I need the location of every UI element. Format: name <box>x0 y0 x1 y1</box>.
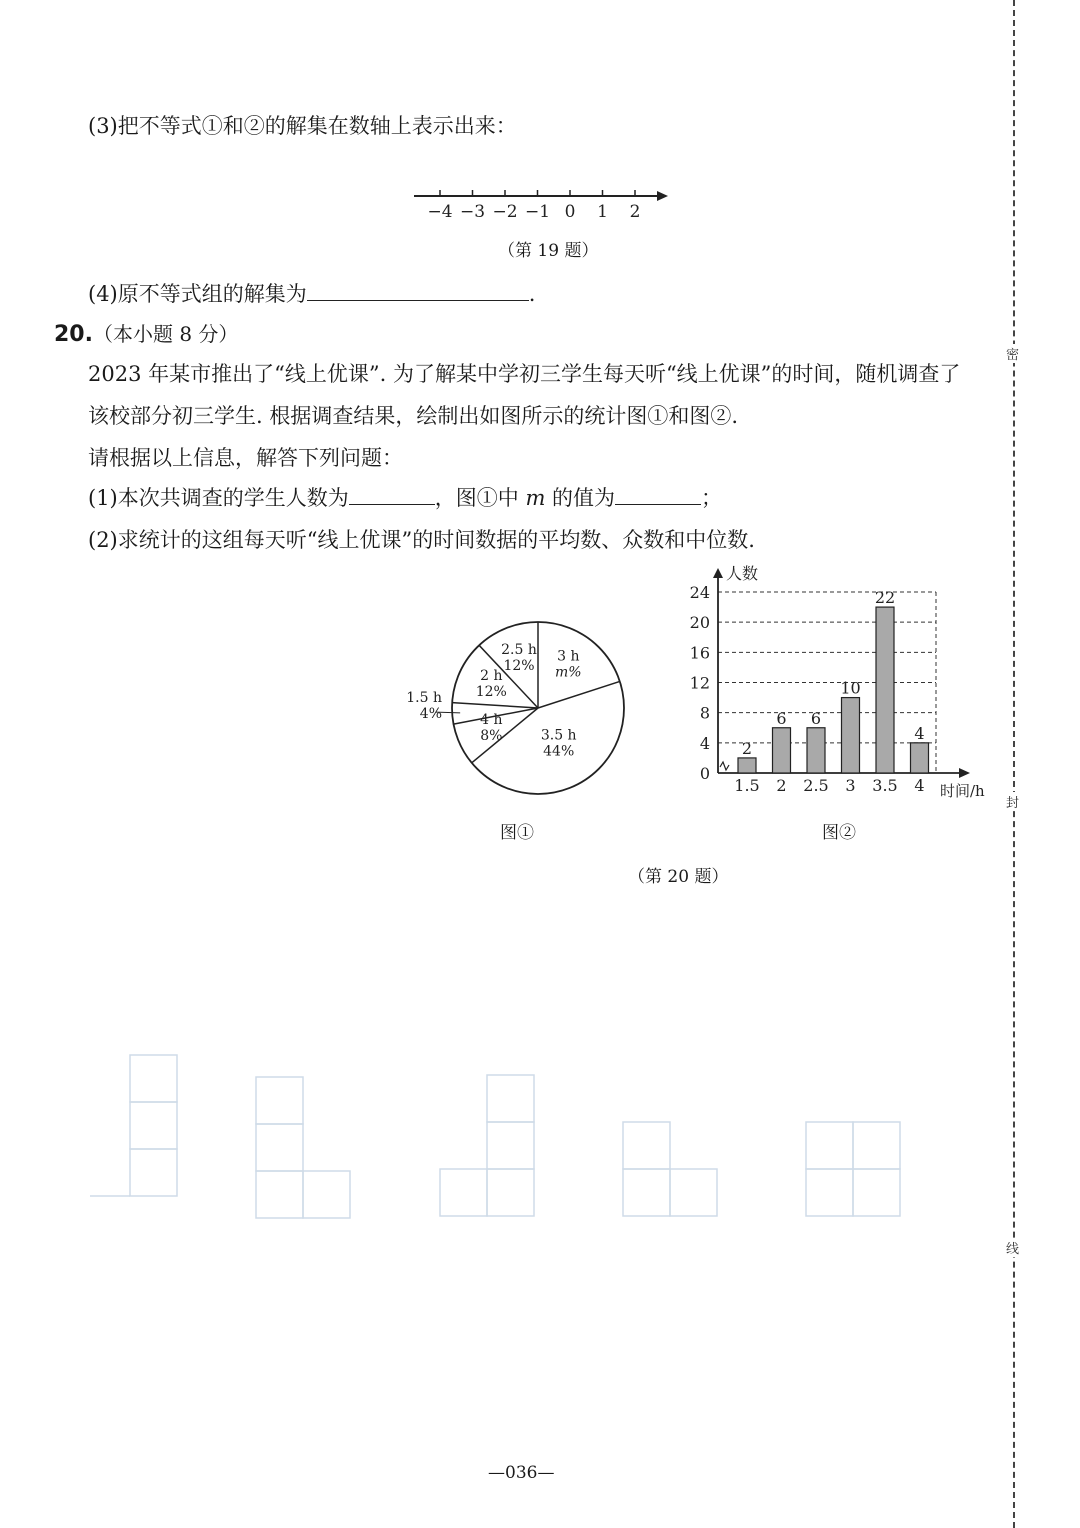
pie-slice-label: 3.5 h <box>540 727 577 744</box>
bar-value-label: 6 <box>776 708 787 728</box>
y-axis-arrow-icon <box>713 568 723 578</box>
q20-para3: 请根据以上信息，解答下列问题： <box>88 446 403 470</box>
q20-header <box>54 318 238 347</box>
number-line-tick-label: 1 <box>597 202 608 222</box>
bar-value-label: 22 <box>874 588 896 608</box>
x-axis-label: 时间/h <box>940 782 985 800</box>
bar <box>807 728 825 773</box>
bar <box>911 743 929 773</box>
bar <box>773 728 791 773</box>
answer-blank-count[interactable] <box>349 486 435 505</box>
q19-part3: (3)把不等式①和②的解集在数轴上表示出来： <box>88 114 517 138</box>
bar-value-label: 4 <box>914 723 925 743</box>
pie-slice-percent: m% <box>555 664 582 681</box>
number-line-arrow-icon <box>657 191 668 201</box>
y-tick-label: 12 <box>689 673 710 693</box>
bar-value-label: 6 <box>810 708 822 728</box>
number-line-tick-label: −1 <box>524 202 551 222</box>
answer-blank-solution-set[interactable] <box>307 282 529 301</box>
pie-slice-label: 3 h <box>557 648 580 665</box>
pie-slice-label: 4 h <box>480 711 503 728</box>
q20-part2: (2)求统计的这组每天听“线上优课”的时间数据的平均数、众数和中位数. <box>88 528 755 552</box>
q19-part4-text: (4)原不等式组的解集为 <box>88 282 307 306</box>
y-tick-label: 8 <box>699 703 710 723</box>
y-tick-label: 4 <box>699 733 710 753</box>
bar <box>876 607 894 773</box>
number-line-tick-label: −3 <box>459 202 486 222</box>
y-tick-label: 16 <box>689 643 710 663</box>
q19-part4 <box>88 278 535 308</box>
pie-slice-label: 2.5 h <box>501 642 537 659</box>
show-through-grid-figures <box>85 1050 915 1230</box>
q20-para2: 该校部分初三学生. 根据调查结果，绘制出如图所示的统计图①和图②. <box>88 404 739 428</box>
bar-value-label: 2 <box>741 738 753 758</box>
binding-dashed-line <box>1013 0 1015 1528</box>
number-line-tick-label: 0 <box>564 202 576 222</box>
variable-m: m <box>525 486 546 510</box>
y-tick-label: 24 <box>689 583 710 602</box>
x-tick-label: 2.5 <box>803 776 829 795</box>
answer-blank-m[interactable] <box>615 486 701 505</box>
pie-slice-percent: 44% <box>543 743 575 760</box>
page-number: —036— <box>488 1463 555 1483</box>
q19-part4-period: . <box>528 282 536 306</box>
binding-mark-xian: 线 <box>1006 1238 1019 1257</box>
bar-value-label: 10 <box>840 678 861 698</box>
fig2-caption: 图② <box>822 823 856 843</box>
x-tick-label: 3 <box>845 776 856 795</box>
q20-para1: 2023 年某市推出了“线上优课”. 为了解某中学初三学生每天听“线上优课”的时间，随机调查了 <box>88 362 961 386</box>
axis-break-icon <box>720 762 729 770</box>
pie-slice-label: 1.5 h <box>406 690 442 707</box>
question-number: 20. <box>54 322 93 347</box>
x-tick-label: 2 <box>776 776 787 795</box>
x-tick-label: 4 <box>914 776 925 795</box>
score-note: （本小题 8 分） <box>92 322 239 346</box>
bar-chart <box>680 560 1000 805</box>
number-line-tick-label: 2 <box>629 202 641 222</box>
y-tick-label: 0 <box>699 764 710 783</box>
bar <box>842 698 860 773</box>
bar <box>738 758 756 773</box>
x-tick-label: 1.5 <box>734 776 760 795</box>
pie-slice-label: 2 h <box>480 668 503 685</box>
pie-slice-percent: 12% <box>475 684 507 701</box>
number-line-tick-label: −2 <box>492 202 518 222</box>
part1-text-c: 的值为 <box>552 486 616 510</box>
fig1-caption: 图① <box>500 823 534 843</box>
y-axis-label: 人数 <box>726 564 759 583</box>
binding-mark-mi: 密 <box>1006 344 1019 363</box>
x-axis-arrow-icon <box>959 768 970 778</box>
number-line-tick-label: −4 <box>427 202 453 222</box>
number-line <box>400 182 680 226</box>
part1-text-d: ； <box>701 486 723 510</box>
y-tick-label: 20 <box>689 613 710 633</box>
pie-slice-percent: 8% <box>480 727 503 744</box>
x-tick-label: 3.5 <box>872 776 898 795</box>
part1-text-a: (1)本次共调查的学生人数为 <box>88 486 349 510</box>
binding-mark-feng: 封 <box>1006 792 1019 811</box>
pie-slice-percent: 4% <box>419 706 442 723</box>
pie-slice-percent: 12% <box>503 658 535 675</box>
pie-chart <box>400 615 640 815</box>
q19-caption: （第 19 题） <box>498 241 599 261</box>
q20-caption: （第 20 题） <box>628 867 729 887</box>
part1-text-b: ，图①中 <box>434 486 519 510</box>
q20-part1 <box>88 482 722 512</box>
